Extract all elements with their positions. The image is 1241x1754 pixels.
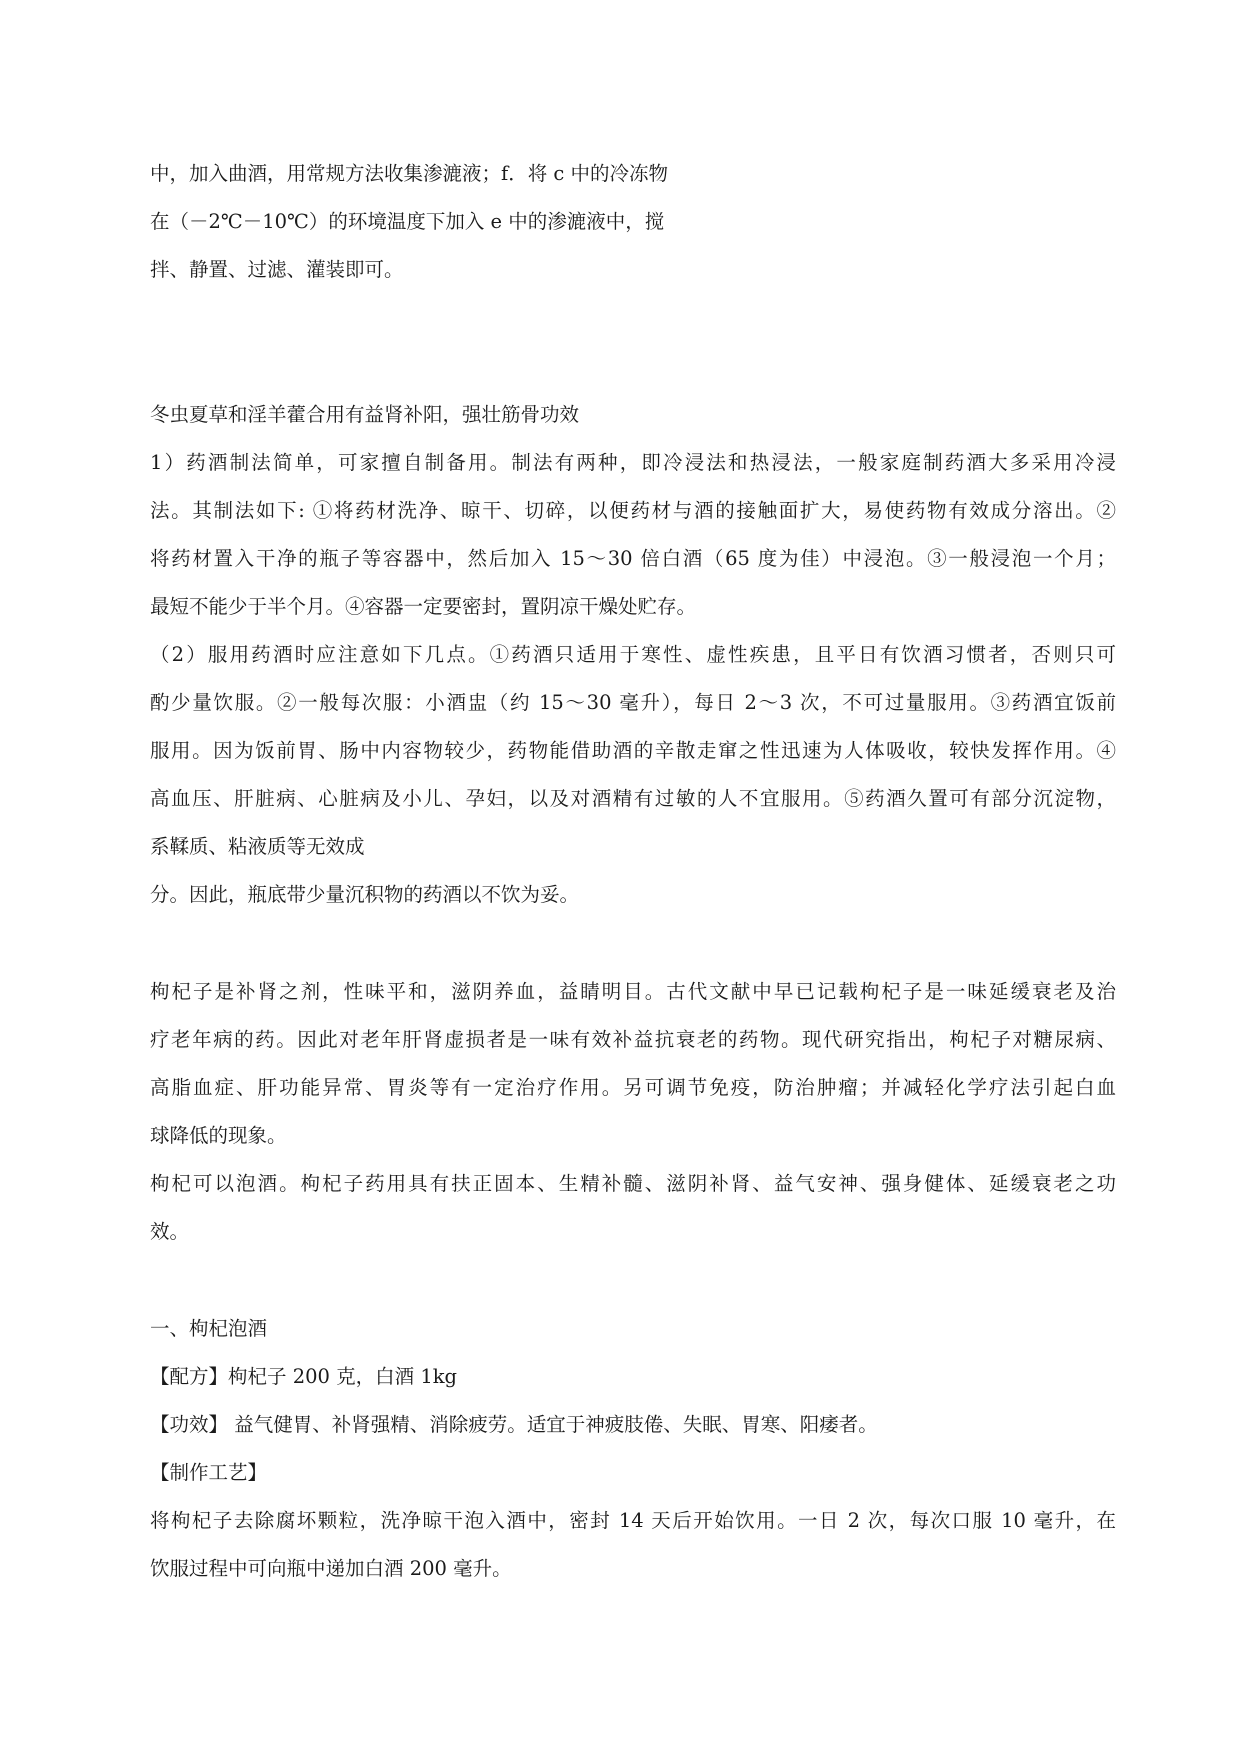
text-line: 【制作工艺】 [150,1461,268,1484]
text-line: 疗老年病的药。因此对老年肝肾虚损者是一味有效补益抗衰老的药物。现代研究指出，枸杞子对糖尿病、 [150,1028,1116,1051]
text-line: 1）药酒制法简单，可家擅自制备用。制法有两种，即冷浸法和热浸法，一般家庭制药酒大多采用冷浸 [150,451,1116,474]
text-line: 服用。因为饭前胃、肠中内容物较少，药物能借助酒的辛散走窜之性迅速为人体吸收，较快发挥作用。④ [150,739,1116,762]
text-line: 系鞣质、粘液质等无效成 [150,835,365,858]
section-heading: 一、枸杞泡酒 [150,1317,268,1340]
text-line: 分。因此，瓶底带少量沉积物的药酒以不饮为妥。 [150,883,580,906]
text-line: 将枸杞子去除腐坏颗粒，洗净晾干泡入酒中，密封 14 天后开始饮用。一日 2 次，每次口服 10 毫升，在 [150,1509,1116,1532]
text-line: 饮服过程中可向瓶中递加白酒 200 毫升。 [150,1557,512,1580]
text-line: 在（－2℃－10℃）的环境温度下加入 e 中的渗漉液中，搅 [150,210,665,233]
text-line: 法。其制法如下: ①将药材洗净、晾干、切碎，以便药材与酒的接触面扩大，易使药物有效成分溶出。② [150,499,1116,522]
text-line: （2）服用药酒时应注意如下几点。①药酒只适用于寒性、虚性疾患，且平日有饮酒习惯者，否则只可 [150,643,1116,666]
text-line: 效。 [150,1220,190,1243]
text-line: 【功效】 益气健胃、补肾强精、消除疲劳。适宜于神疲肢倦、失眠、胃寒、阳痿者。 [150,1413,878,1436]
text-line: 最短不能少于半个月。④容器一定要密封，置阴凉干燥处贮存。 [150,595,697,618]
text-line: 拌、静置、过滤、灌装即可。 [150,258,404,281]
text-line: 高血压、肝脏病、心脏病及小儿、孕妇，以及对酒精有过敏的人不宜服用。⑤药酒久置可有部分沉淀物， [150,787,1116,810]
text-line: 枸杞可以泡酒。枸杞子药用具有扶正固本、生精补髓、滋阴补肾、益气安神、强身健体、延缓衰老之功 [150,1172,1116,1195]
text-line: 中，加入曲酒，用常规方法收集渗漉液；f．将 c 中的冷冻物 [150,162,669,185]
text-line: 球降低的现象。 [150,1124,287,1147]
text-line: 枸杞子是补肾之剂，性味平和，滋阴养血，益睛明目。古代文献中早已记载枸杞子是一味延缓衰老及治 [150,980,1116,1003]
section-heading: 冬虫夏草和淫羊藿合用有益肾补阳，强壮筋骨功效 [150,403,580,426]
text-line: 【配方】枸杞子 200 克，白酒 1kg [150,1365,458,1388]
text-line: 酌少量饮服。②一般每次服：小酒盅（约 15～30 毫升），每日 2～3 次，不可过量服用。③药酒宜饭前 [150,691,1116,714]
text-line: 将药材置入干净的瓶子等容器中，然后加入 15～30 倍白酒（65 度为佳）中浸泡。③一般浸泡一个月； [150,547,1116,570]
text-line: 高脂血症、肝功能异常、胃炎等有一定治疗作用。另可调节免疫，防治肿瘤；并减轻化学疗法引起白血 [150,1076,1116,1099]
